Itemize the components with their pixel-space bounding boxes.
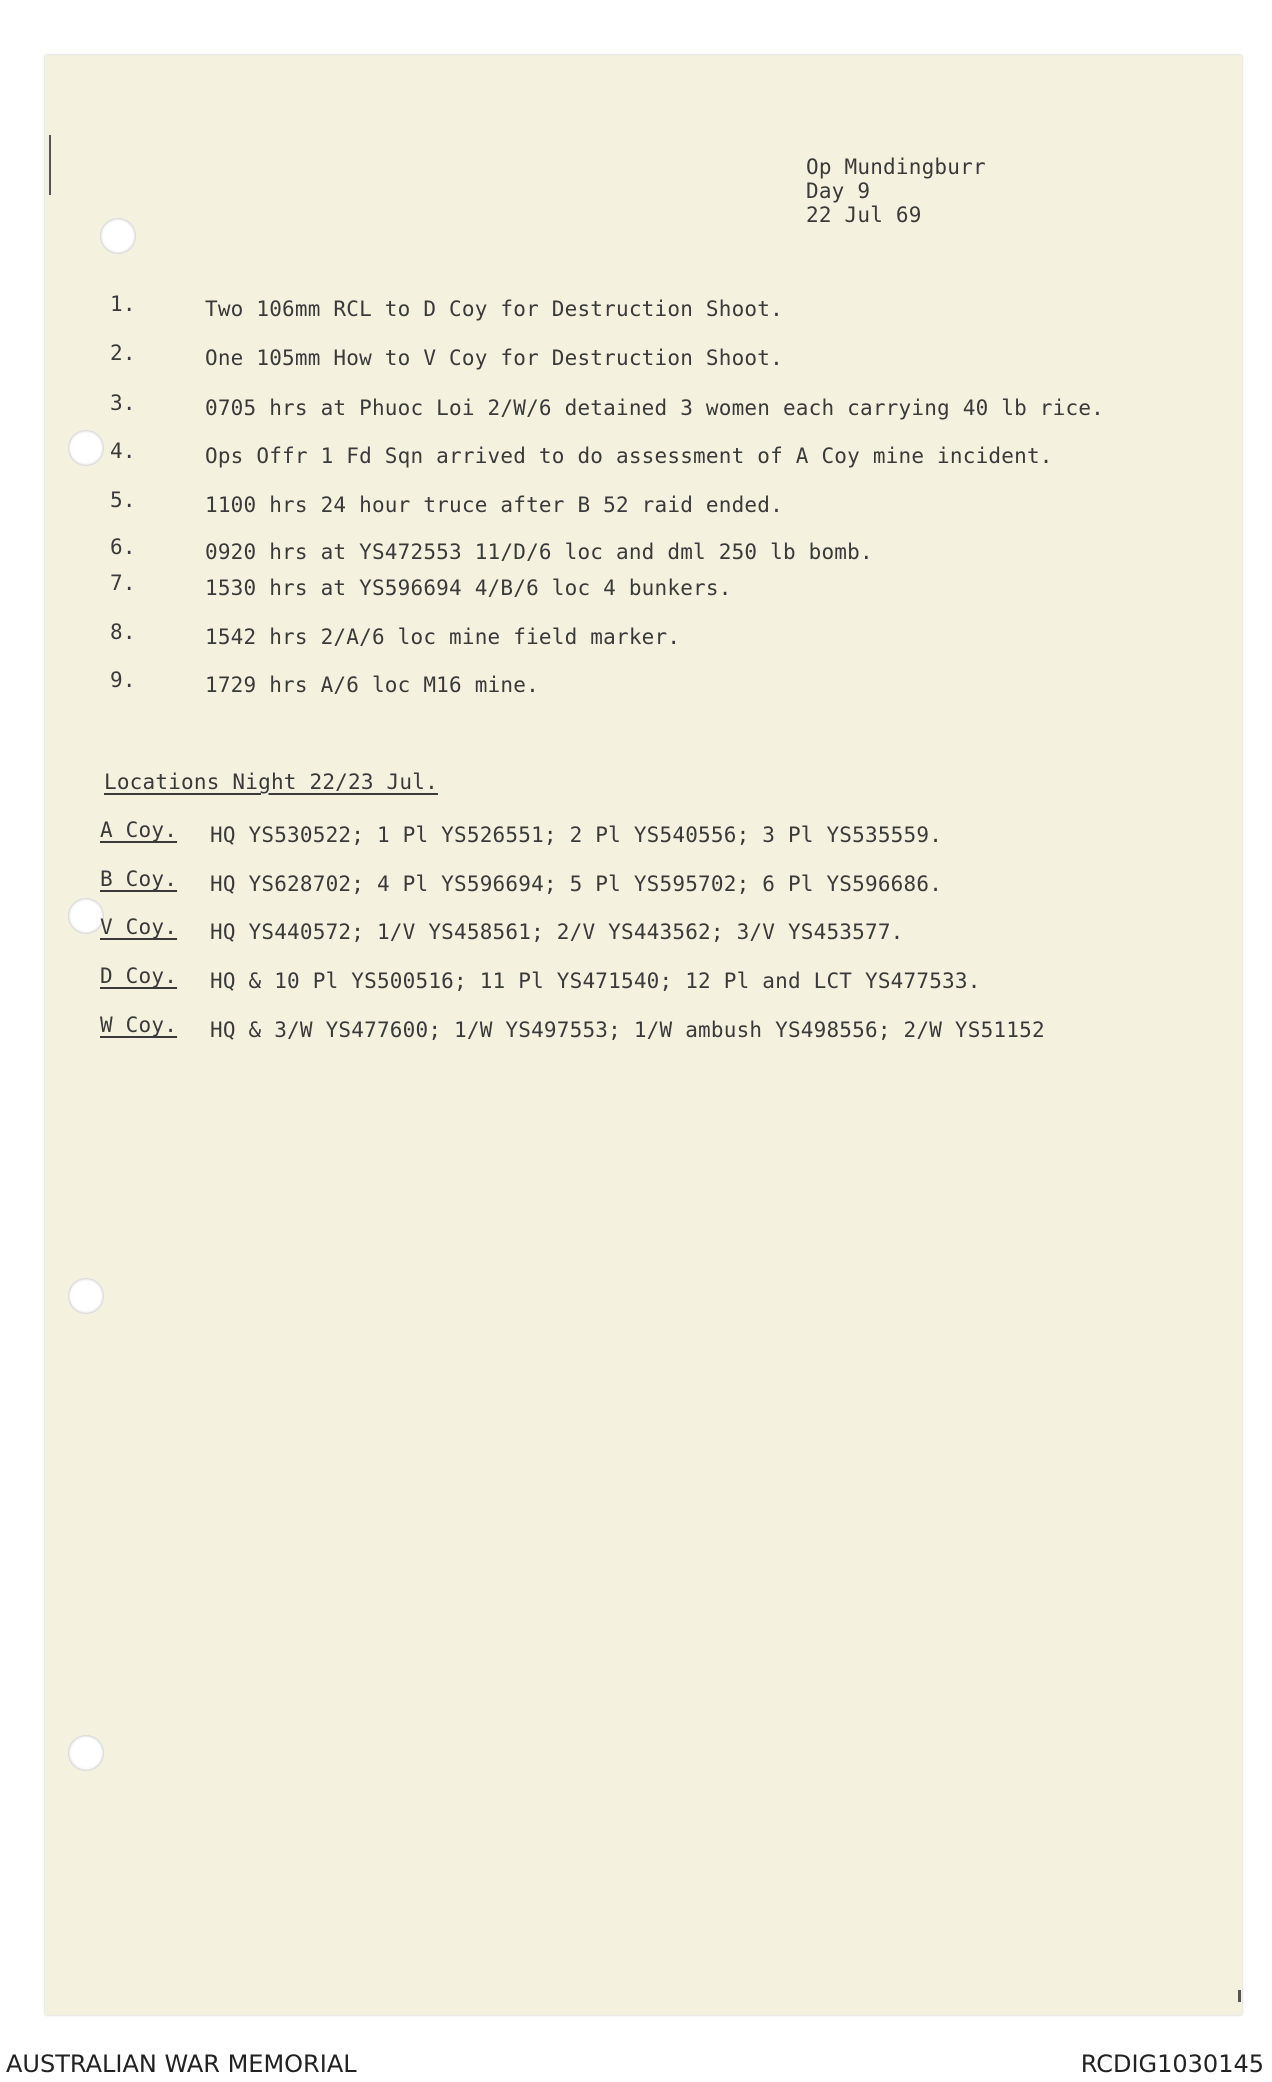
punch-hole — [68, 1278, 104, 1314]
location-text: HQ YS530522; 1 Pl YS526551; 2 Pl YS540556; 3 Pl YS535559. — [210, 823, 943, 847]
item-number: 6. — [110, 535, 136, 559]
location-label: A Coy. — [100, 818, 178, 842]
item-text: Two 106mm RCL to D Coy for Destruction Shoot. — [205, 297, 783, 321]
item-number: 3. — [110, 391, 136, 415]
punch-hole — [68, 430, 104, 466]
location-text: HQ YS628702; 4 Pl YS596694; 5 Pl YS595702; 6 Pl YS596686. — [210, 872, 943, 896]
item-number: 1. — [110, 292, 136, 316]
item-text: 0705 hrs at Phuoc Loi 2/W/6 detained 3 women each carrying 40 lb rice. — [205, 396, 1105, 420]
punch-hole — [100, 218, 136, 254]
punch-hole — [68, 1735, 104, 1771]
location-text: HQ YS440572; 1/V YS458561; 2/V YS443562; 3/V YS453577. — [210, 920, 904, 944]
locations-heading: Locations Night 22/23 Jul. — [104, 770, 438, 794]
location-text: HQ & 10 Pl YS500516; 11 Pl YS471540; 12 Pl and LCT YS477533. — [210, 969, 981, 993]
item-number: 5. — [110, 488, 136, 512]
footer-institution: AUSTRALIAN WAR MEMORIAL — [6, 2050, 357, 2078]
location-label: V Coy. — [100, 915, 178, 939]
item-text: One 105mm How to V Coy for Destruction Shoot. — [205, 346, 783, 370]
location-text: HQ & 3/W YS477600; 1/W YS497553; 1/W ambush YS498556; 2/W YS51152 — [210, 1018, 1045, 1042]
scan-mark — [1238, 1990, 1241, 2002]
location-label: D Coy. — [100, 964, 178, 988]
header-day: Day 9 — [806, 179, 871, 203]
location-label: W Coy. — [100, 1013, 178, 1037]
scan-mark — [49, 135, 51, 195]
item-text: Ops Offr 1 Fd Sqn arrived to do assessment of A Coy mine incident. — [205, 444, 1053, 468]
item-text: 0920 hrs at YS472553 11/D/6 loc and dml 250 lb bomb. — [205, 540, 873, 564]
item-text: 1729 hrs A/6 loc M16 mine. — [205, 673, 539, 697]
item-text: 1542 hrs 2/A/6 loc mine field marker. — [205, 625, 681, 649]
item-number: 9. — [110, 668, 136, 692]
punch-hole — [68, 898, 104, 934]
item-number: 2. — [110, 341, 136, 365]
item-number: 7. — [110, 571, 136, 595]
location-label: B Coy. — [100, 867, 178, 891]
item-number: 4. — [110, 439, 136, 463]
header-operation: Op Mundingburr — [806, 155, 986, 179]
header-date: 22 Jul 69 — [806, 203, 922, 227]
item-text: 1100 hrs 24 hour truce after B 52 raid ended. — [205, 493, 783, 517]
item-number: 8. — [110, 620, 136, 644]
footer-identifier: RCDIG1030145 — [1080, 2050, 1264, 2078]
item-text: 1530 hrs at YS596694 4/B/6 loc 4 bunkers. — [205, 576, 732, 600]
